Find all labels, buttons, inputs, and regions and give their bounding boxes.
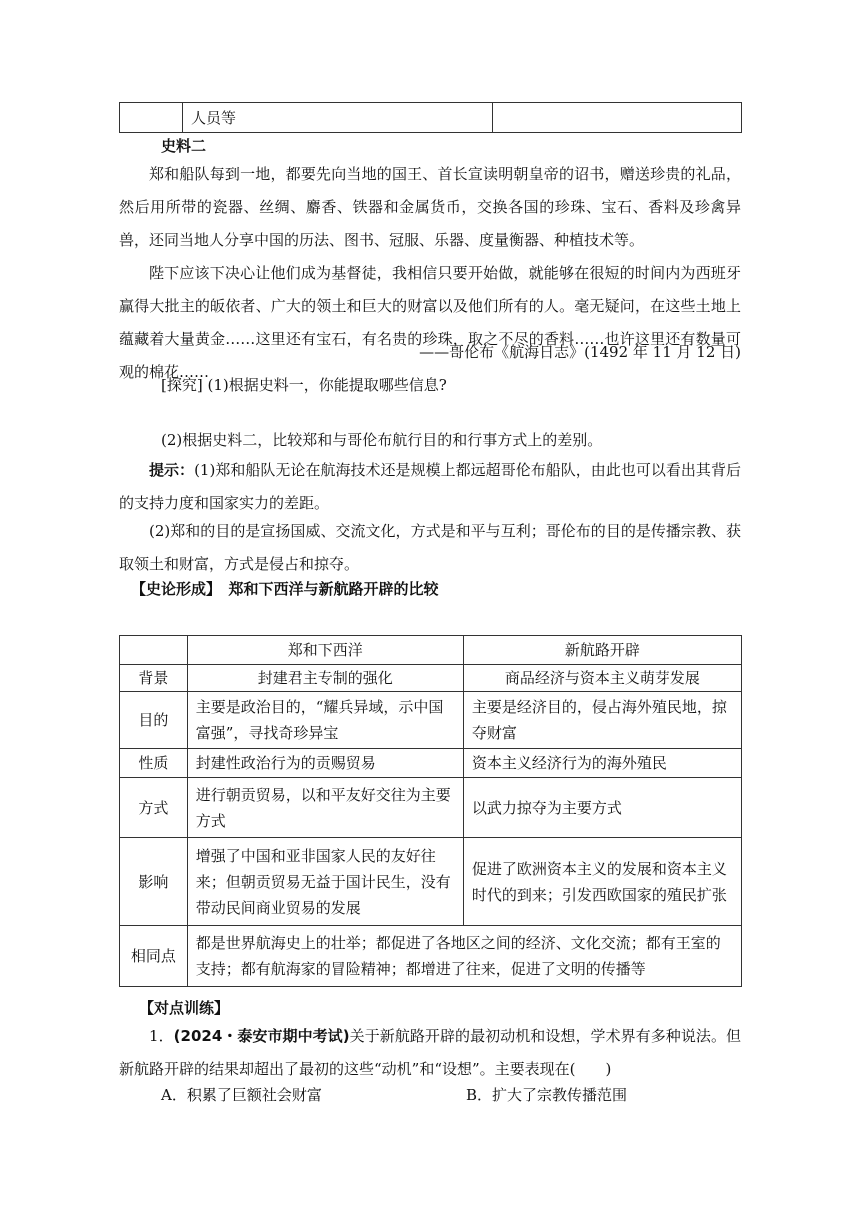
cell-zhenghe: 封建性政治行为的贡赐贸易 bbox=[187, 749, 463, 778]
question-number: 1． bbox=[149, 1027, 174, 1045]
cell-new-routes: 以武力掠夺为主要方式 bbox=[463, 778, 741, 838]
row-label: 相同点 bbox=[120, 926, 188, 987]
cell-new-routes: 主要是经济目的，侵占海外殖民地，掠夺财富 bbox=[463, 692, 741, 749]
cell-new-routes: 资本主义经济行为的海外殖民 bbox=[463, 749, 741, 778]
explore-label: [探究] bbox=[161, 376, 203, 394]
top-table-cell-right bbox=[493, 103, 742, 133]
table-row bbox=[120, 778, 742, 838]
row-label: 性质 bbox=[120, 749, 188, 778]
comparison-table bbox=[119, 635, 742, 987]
cell-common: 都是世界航海史上的壮举；都促进了各地区之间的经济、文化交流；都有王室的支持；都有航海家的冒险精神；都增进了往来，促进了文明的传播等 bbox=[187, 926, 741, 987]
source2-paragraph-1: 郑和船队每到一地，都要先向当地的国王、首长宣读明朝皇帝的诏书，赠送珍贵的礼品，然后用所带的瓷器、丝绸、麝香、铁器和金属货币，交换各国的珍珠、宝石、香料及珍禽异兽，还同当地人分享中国的历法、图书、冠服、乐器、度量衡器、种植技术等。 bbox=[119, 165, 741, 249]
cell-new-routes: 促进了欧洲资本主义的发展和资本主义时代的到来；引发西欧国家的殖民扩张 bbox=[463, 838, 741, 926]
option-b[interactable]: B．扩大了宗教传播范围 bbox=[466, 1086, 628, 1104]
cell-new-routes: 商品经济与资本主义萌芽发展 bbox=[463, 665, 741, 692]
row-label: 目的 bbox=[120, 692, 188, 749]
source2-attribution: ——哥伦布《航海日志》(1492 年 11 月 12 日) bbox=[419, 343, 741, 361]
explore-q1-text: (1)根据史料一，你能提取哪些信息? bbox=[207, 376, 447, 394]
hint-label: 提示： bbox=[149, 461, 195, 479]
training-title: 【对点训练】 bbox=[139, 999, 230, 1017]
question-source: (2024・泰安市期中考试) bbox=[173, 1027, 350, 1045]
row-label: 影响 bbox=[120, 838, 188, 926]
hint-a1-text: (1)郑和船队无论在航海技术还是规模上都远超哥伦布船队，由此也可以看出其背后的支持力度和国家实力的差距。 bbox=[119, 461, 741, 512]
header-cell-empty bbox=[120, 636, 188, 665]
source2-paragraph-2: 陛下应该下决心让他们成为基督徒，我相信只要开始做，就能够在很短的时间内为西班牙赢得大批主的皈依者、广大的领土和巨大的财富以及他们所有的人。毫无疑问，在这些土地上蕴藏着大量黄金……这里还有宝石，有名贵的珍珠，取之不尽的香料……也许这里还有数量可观的棉花…… bbox=[119, 264, 741, 381]
hint-answer-2: (2)郑和的目的是宣扬国威、交流文化，方式是和平与互利；哥伦布的目的是传播宗教、获取领土和财富，方式是侵占和掠夺。 bbox=[119, 522, 741, 573]
table-row bbox=[120, 665, 742, 692]
cell-zhenghe: 增强了中国和亚非国家人民的友好往来；但朝贡贸易无益于国计民生，没有带动民间商业贸易的发展 bbox=[187, 838, 463, 926]
table-row bbox=[120, 692, 742, 749]
top-table-cell-left bbox=[120, 103, 183, 133]
top-table-fragment bbox=[119, 102, 742, 133]
table-row bbox=[120, 838, 742, 926]
training-question-1 bbox=[119, 1020, 741, 1086]
section-title: 【史论形成】 郑和下西洋与新航路开辟的比较 bbox=[131, 580, 439, 598]
explore-question-2: (2)根据史料二，比较郑和与哥伦布航行目的和行事方式上的差别。 bbox=[161, 431, 603, 449]
header-cell-zhenghe: 郑和下西洋 bbox=[187, 636, 463, 665]
question-text: 关于新航路开辟的最初动机和设想，学术界有多种说法。但新航路开辟的结果却超出了最初的这些“动机”和“设想”。主要表现在( ) bbox=[119, 1027, 741, 1078]
cell-zhenghe: 进行朝贡贸易，以和平友好交往为主要方式 bbox=[187, 778, 463, 838]
row-label: 方式 bbox=[120, 778, 188, 838]
top-table-cell-mid: 人员等 bbox=[183, 103, 493, 133]
header-cell-new-routes: 新航路开辟 bbox=[463, 636, 741, 665]
hint-answer-1 bbox=[119, 454, 741, 520]
explore-question-1 bbox=[161, 369, 741, 402]
table-row bbox=[120, 749, 742, 778]
cell-zhenghe: 封建君主专制的强化 bbox=[187, 665, 463, 692]
table-row-common bbox=[120, 926, 742, 987]
row-label: 背景 bbox=[120, 665, 188, 692]
source2-heading: 史料二 bbox=[161, 137, 207, 155]
table-header-row bbox=[120, 636, 742, 665]
option-a[interactable]: A．积累了巨额社会财富 bbox=[161, 1086, 322, 1104]
cell-zhenghe: 主要是政治目的，“耀兵异域，示中国富强”，寻找奇珍异宝 bbox=[187, 692, 463, 749]
